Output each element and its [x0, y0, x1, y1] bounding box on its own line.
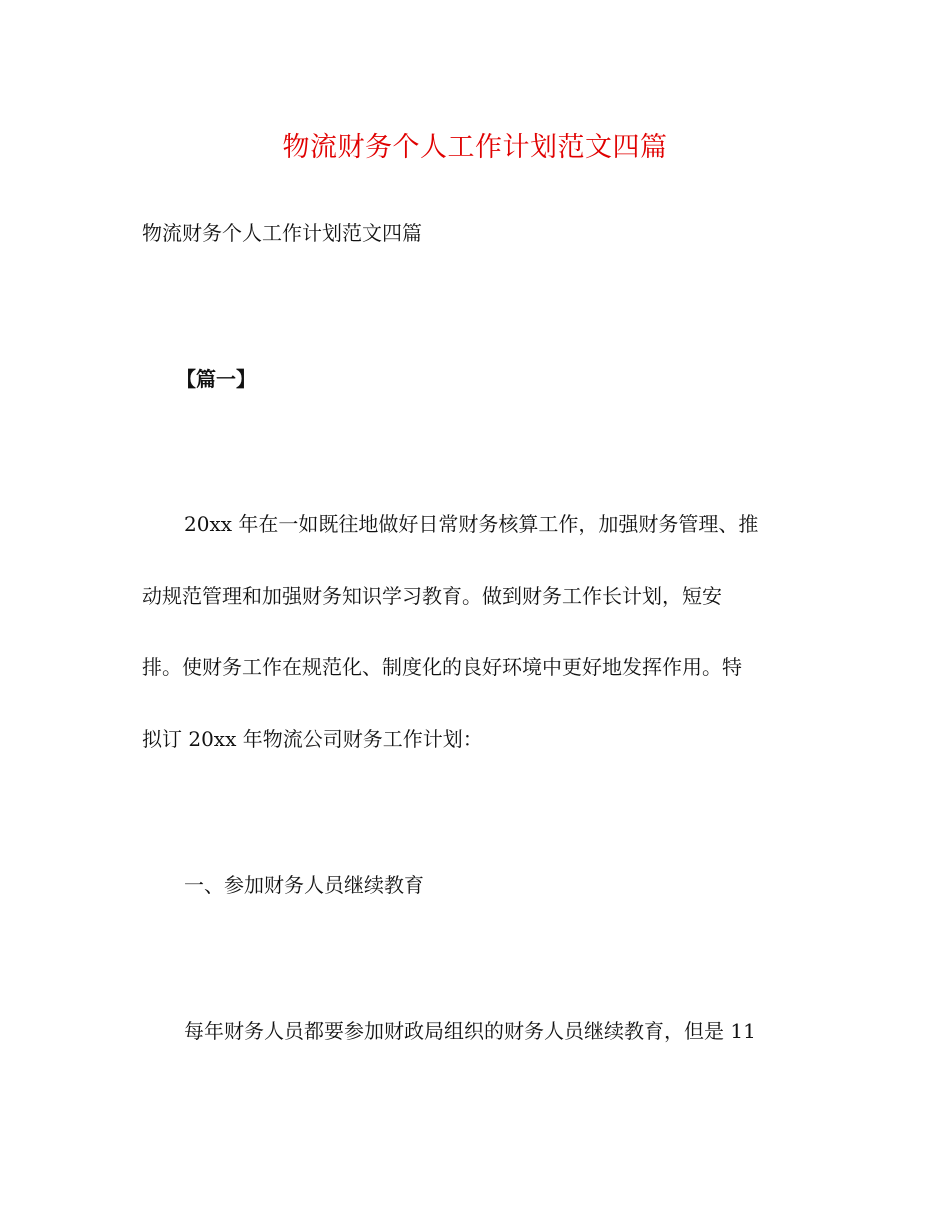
- paragraph-line: 每年财务人员都要参加财政局组织的财务人员继续教育，但是 11: [184, 1019, 756, 1043]
- document-title: 物流财务个人工作计划范文四篇: [282, 132, 668, 163]
- section-heading: 【篇一】: [176, 367, 256, 391]
- item-heading: 一、参加财务人员继续教育: [184, 873, 424, 897]
- document-subtitle: 物流财务个人工作计划范文四篇: [142, 221, 422, 245]
- paragraph-line: 动规范管理和加强财务知识学习教育。做到财务工作长计划，短安: [142, 584, 722, 608]
- paragraph-line: 排。使财务工作在规范化、制度化的良好环境中更好地发挥作用。特: [142, 655, 742, 679]
- paragraph-line: 20xx 年在一如既往地做好日常财务核算工作，加强财务管理、推: [184, 512, 759, 536]
- paragraph-line: 拟订 20xx 年物流公司财务工作计划：: [142, 727, 483, 751]
